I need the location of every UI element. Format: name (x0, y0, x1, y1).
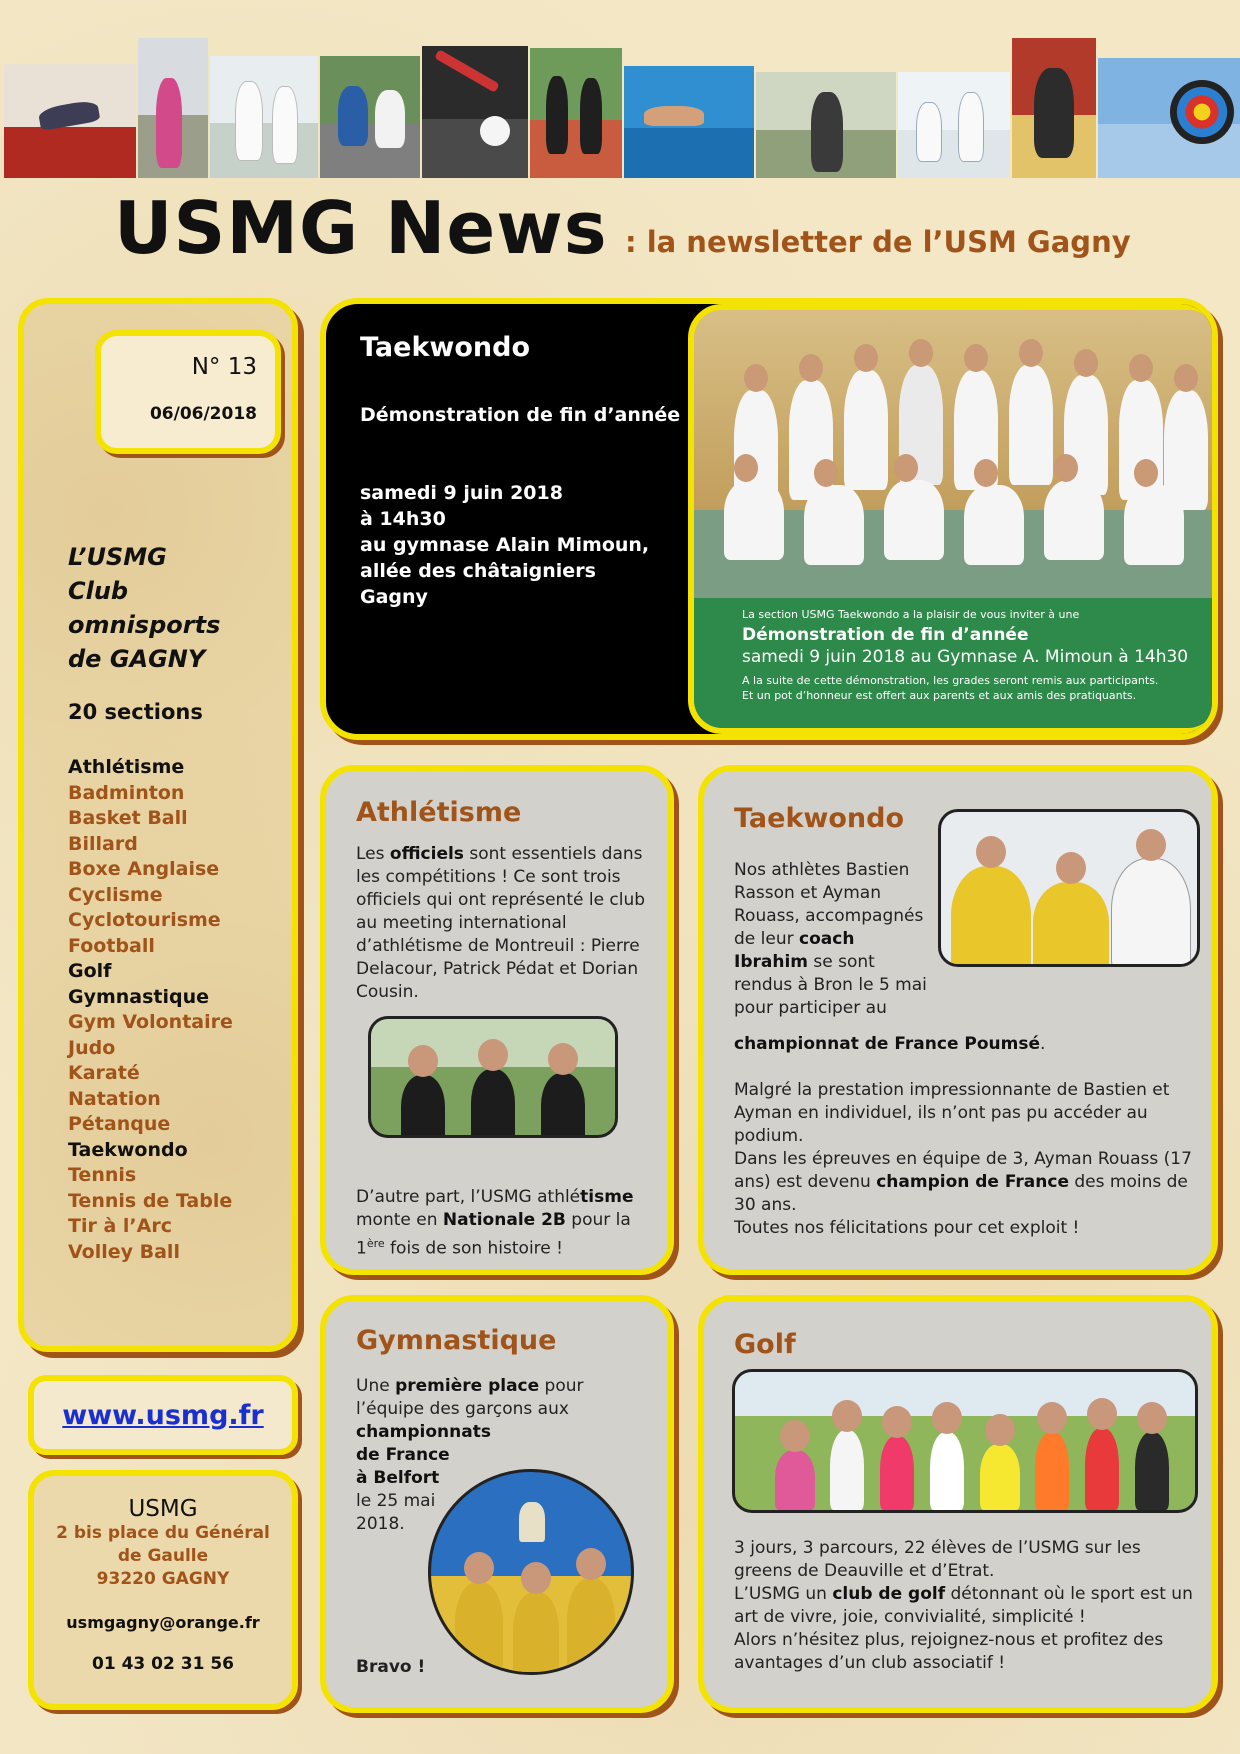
address-email[interactable]: usmgagny@orange.fr (66, 1613, 260, 1632)
section-item[interactable]: Gymnastique (68, 985, 210, 1008)
article-bravo: Bravo ! (356, 1657, 426, 1677)
address-box (28, 1470, 298, 1710)
section-item[interactable]: Badminton (68, 781, 185, 804)
taekwondo-photo (938, 809, 1200, 967)
article-text: Une première place pour l’équipe des garçons aux championnats de France à Belfort le 25 mai 2018. (356, 1376, 584, 1534)
section-item[interactable]: Tennis (68, 1164, 137, 1186)
banner-photo-taekwondo (898, 72, 1010, 178)
banner-photo-fitness (138, 38, 208, 178)
article-taekwondo (698, 765, 1218, 1275)
article-text: Nos athlètes Bastien Rasson et Ayman Rouass, accompagnés de leur coach Ibrahim se sont rendus à Bron le 5 mai pour participer au (734, 860, 927, 1018)
caption-intro: La section USMG Taekwondo a la plaisir de vous inviter à une (742, 608, 1080, 621)
featured-subtitle: Démonstration de fin d’année (360, 404, 681, 426)
article-text: Malgré la prestation impressionnante de Bastien et Ayman en individuel, ils n’ont pas pu accéder au podium. (734, 1080, 1170, 1146)
article-text: D’autre part, l’USMG athlétisme monte en Nationale 2B pour la 1ère fois de son histoire ! (356, 1187, 634, 1259)
section-item[interactable]: Billard (68, 832, 138, 855)
article-golf (698, 1295, 1218, 1713)
article-title: Taekwondo (734, 803, 905, 834)
article-text: 3 jours, 3 parcours, 22 élèves de l’USMG sur les greens de Deauville et d’Etrat. (734, 1538, 1141, 1581)
banner-photo-archery (1098, 58, 1240, 178)
section-item[interactable]: Natation (68, 1087, 161, 1110)
featured-details (360, 480, 670, 610)
address-line: 93220 GAGNY (96, 1569, 230, 1589)
caption-when: samedi 9 juin 2018 au Gymnase A. Mimoun à 14h30 (742, 647, 1189, 667)
club-name-line: L’USMG (68, 543, 167, 571)
website-link[interactable]: www.usmg.fr (62, 1399, 264, 1431)
golf-photo (732, 1369, 1198, 1513)
newsletter-title: USMG News (114, 186, 608, 270)
banner-photo-swimming (624, 66, 754, 178)
issue-box (95, 330, 281, 454)
caption-heading: Démonstration de fin d’année (742, 625, 1029, 645)
article-text: Toutes nos félicitations pour cet exploit ! (734, 1218, 1080, 1238)
club-name-line: Club (68, 577, 129, 605)
section-item[interactable]: Athlétisme (68, 756, 185, 778)
section-item[interactable]: Pétanque (68, 1113, 171, 1135)
issue-number: N° 13 (191, 354, 257, 380)
caption-note-line: A la suite de cette démonstration, les grades seront remis aux participants. (742, 674, 1159, 687)
club-name-line: omnisports (68, 611, 221, 639)
article-title: Athlétisme (356, 797, 522, 828)
section-item[interactable]: Golf (68, 960, 112, 982)
section-item[interactable]: Tir à l’Arc (68, 1215, 172, 1237)
photo-banner (0, 38, 1240, 180)
section-item[interactable]: Basket Ball (68, 807, 188, 829)
caption-note-line: Et un pot d’honneur est offert aux parents et aux amis des pratiquants. (742, 689, 1137, 702)
section-item[interactable]: Gym Volontaire (68, 1011, 233, 1033)
section-item[interactable]: Football (68, 934, 155, 957)
athletisme-photo (368, 1016, 618, 1138)
club-name-line: de GAGNY (68, 645, 206, 673)
address-line: 2 bis place du Général (56, 1523, 270, 1543)
section-item[interactable]: Boxe Anglaise (68, 858, 220, 880)
article-gymnastique (320, 1295, 674, 1713)
section-item[interactable]: Judo (68, 1036, 116, 1059)
article-text: championnat de France Poumsé. (734, 1034, 1046, 1054)
banner-photo-gymnastics (4, 64, 136, 178)
featured-detail-line: à 14h30 (360, 508, 446, 530)
featured-photo (688, 304, 1218, 734)
address-line: de Gaulle (117, 1546, 209, 1566)
article-text: Les officiels sont essentiels dans les compétitions ! Ce sont trois officiels qui ont représenté le club au meeting international d’athlétisme de Montreuil : Pierre Delacour, Patrick Pédat et Dorian Cousin. (356, 844, 646, 1002)
website-box (28, 1375, 298, 1455)
banner-photo-boxing (1012, 38, 1096, 178)
article-text: Alors n’hésitez plus, rejoignez-nous et profitez des avantages d’un club associatif ! (734, 1630, 1164, 1673)
featured-detail-line: samedi 9 juin 2018 (360, 482, 563, 504)
address-name: USMG (128, 1496, 198, 1522)
article-text: L’USMG un club de golf détonnant où le sport est un art de vivre, joie, convivialité, simplicité ! (734, 1584, 1193, 1627)
section-item[interactable]: Volley Ball (68, 1240, 180, 1263)
featured-detail-line: Gagny (360, 586, 428, 608)
sections-list (68, 755, 233, 1265)
address-phone: 01 43 02 31 56 (92, 1654, 234, 1674)
caption-note (742, 673, 1216, 703)
featured-caption (694, 598, 1216, 728)
featured-detail-line: au gymnase Alain Mimoun, (360, 534, 650, 556)
section-item[interactable]: Cyclotourisme (68, 909, 221, 931)
section-item[interactable]: Karaté (68, 1062, 140, 1084)
newsletter-subtitle: : la newsletter de l’USM Gagny (625, 225, 1131, 259)
banner-photo-cycling (320, 56, 420, 178)
article-athletisme (320, 765, 674, 1275)
banner-photo-volleyball (756, 72, 896, 178)
article-title: Gymnastique (356, 1325, 557, 1356)
club-name (68, 540, 268, 676)
banner-photo-badminton (422, 46, 528, 178)
banner-photo-running (530, 48, 622, 178)
banner-photo-judo (210, 56, 318, 178)
sections-count: 20 sections (68, 700, 203, 724)
section-item[interactable]: Tennis de Table (68, 1189, 233, 1212)
featured-event (320, 298, 1218, 740)
issue-date: 06/06/2018 (149, 404, 257, 424)
featured-detail-line: allée des châtaigniers (360, 560, 596, 582)
article-text: Dans les épreuves en équipe de 3, Ayman Rouass (17 ans) est devenu champion de France des moins de 30 ans. (734, 1149, 1192, 1215)
section-item[interactable]: Taekwondo (68, 1138, 188, 1161)
article-title: Golf (734, 1329, 796, 1360)
featured-title: Taekwondo (360, 332, 531, 363)
section-item[interactable]: Cyclisme (68, 883, 163, 906)
